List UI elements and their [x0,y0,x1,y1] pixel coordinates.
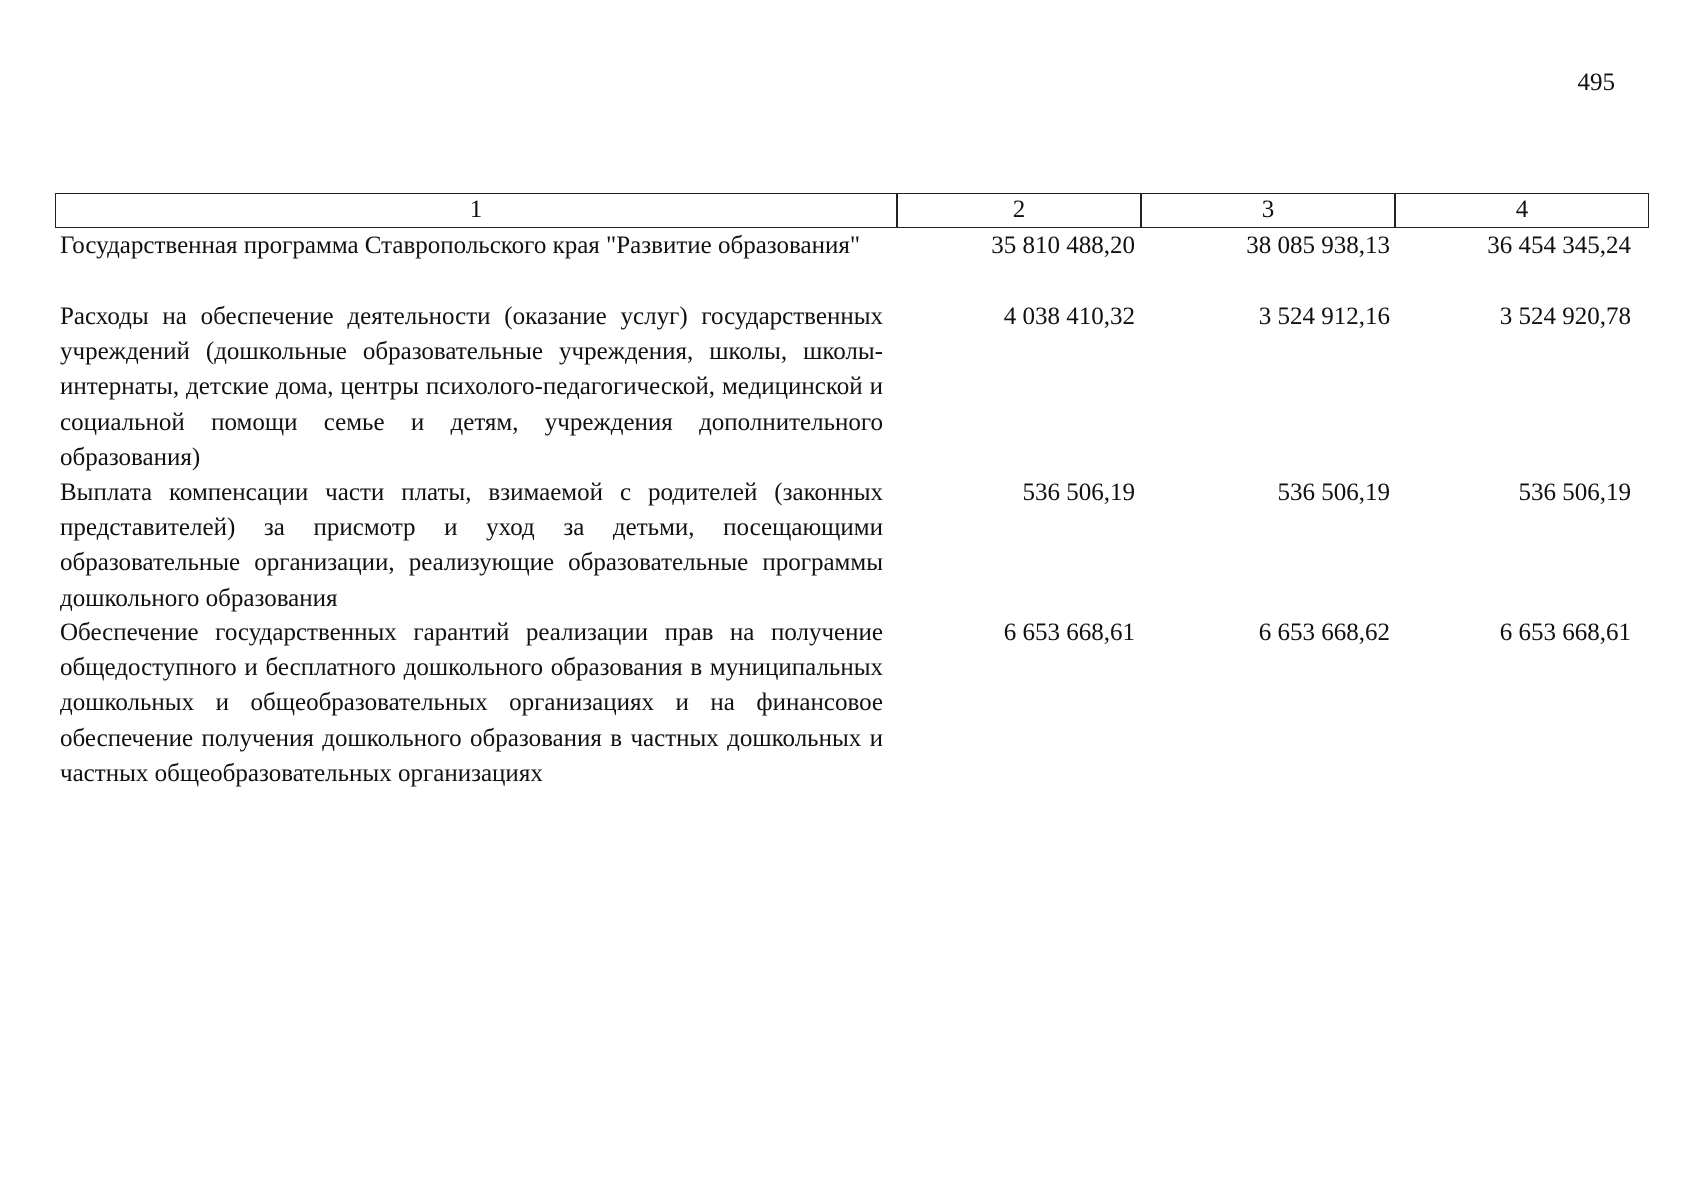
table-header-cell-2: 2 [897,193,1141,228]
row-description: Обеспечение государственных гарантий реализации прав на получение общедоступного и бесплатного дошкольного образования в муниципальных дошкольных и общеобразовательных организациях и на финансовое обеспечение получения дошкольного образования в частных дошкольных и частных общеобразовательных организациях [60,619,883,787]
row-value-col3: 536 506,19 [1277,479,1390,506]
row-value-col3: 38 085 938,13 [1246,232,1390,259]
row-description: Государственная программа Ставропольского края "Развитие образования" [60,232,861,259]
row-description: Расходы на обеспечение деятельности (оказание услуг) государственных учреждений (дошкольные образовательные учреждения, школы, школы-интернаты, детские дома, центры психолого-педагогической, медицинской и социальной помощи семье и детям, учреждения дополнительного образования) [60,303,883,471]
row-value-col2: 4 038 410,32 [1003,303,1135,330]
row-value-col3: 3 524 912,16 [1258,303,1390,330]
row-value-col4: 6 653 668,61 [1499,619,1631,646]
table-header-cell-3: 3 [1141,193,1395,228]
row-value-col2: 35 810 488,20 [991,232,1135,259]
row-description: Выплата компенсации части платы, взимаемой с родителей (законных представителей) за присмотр и уход за детьми, посещающими образовательные организации, реализующие образовательные программы дошкольного образования [60,479,883,612]
row-value-col2: 536 506,19 [1022,479,1135,506]
row-value-col3: 6 653 668,62 [1258,619,1390,646]
row-value-col4: 536 506,19 [1518,479,1631,506]
table-header-cell-4: 4 [1395,193,1649,228]
page-number: 495 [1577,69,1615,96]
table-header-cell-1: 1 [55,193,897,228]
row-value-col4: 3 524 920,78 [1499,303,1631,330]
row-value-col4: 36 454 345,24 [1487,232,1631,259]
row-value-col2: 6 653 668,61 [1003,619,1135,646]
